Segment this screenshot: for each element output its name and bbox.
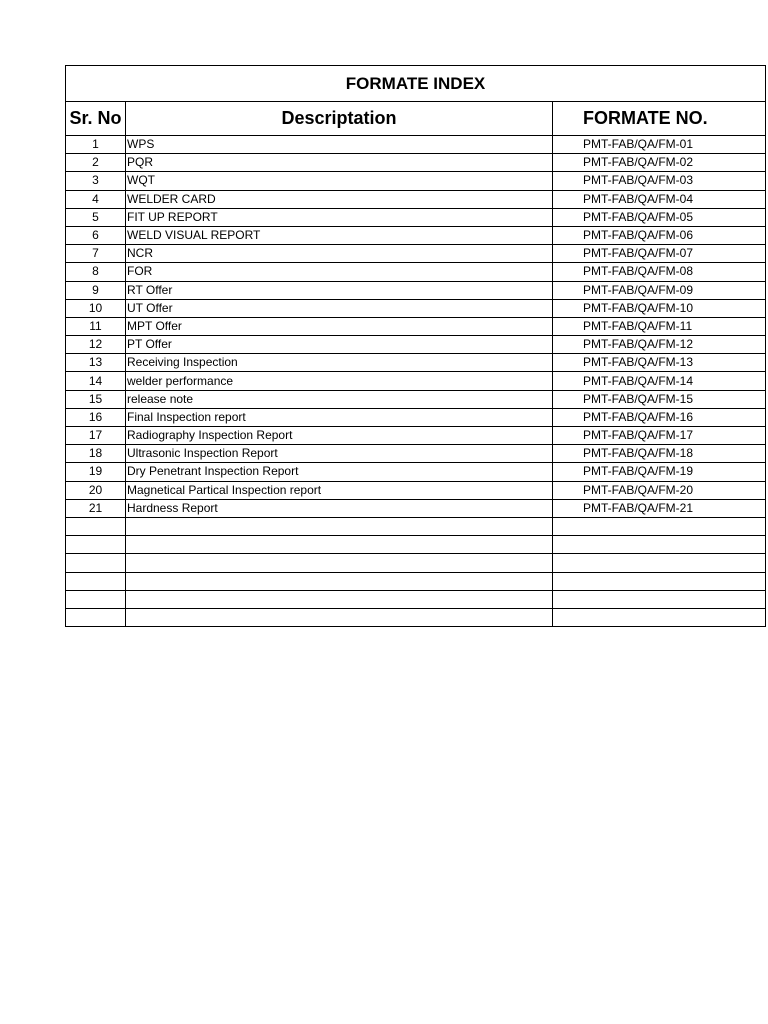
- formate-cell: PMT-FAB/QA/FM-02: [553, 154, 766, 172]
- formate-cell: PMT-FAB/QA/FM-01: [553, 136, 766, 154]
- sr-cell: 18: [66, 445, 126, 463]
- sr-cell: [66, 554, 126, 572]
- table-row: [66, 263, 766, 281]
- desc-cell: MPT Offer: [126, 317, 553, 335]
- formate-cell: [553, 590, 766, 608]
- table-row: [66, 499, 766, 517]
- table-row: [66, 208, 766, 226]
- table-row: [66, 317, 766, 335]
- desc-cell: PQR: [126, 154, 553, 172]
- desc-cell: UT Offer: [126, 299, 553, 317]
- formate-cell: PMT-FAB/QA/FM-10: [553, 299, 766, 317]
- table-row: [66, 281, 766, 299]
- header-sr-no: Sr. No: [66, 102, 126, 136]
- desc-cell: [126, 517, 553, 535]
- sr-cell: 19: [66, 463, 126, 481]
- formate-cell: PMT-FAB/QA/FM-05: [553, 208, 766, 226]
- table-row: [66, 517, 766, 535]
- spreadsheet-page: [65, 65, 708, 627]
- sr-cell: 15: [66, 390, 126, 408]
- sr-cell: 8: [66, 263, 126, 281]
- desc-cell: FIT UP REPORT: [126, 208, 553, 226]
- table-row: [66, 608, 766, 626]
- formate-cell: [553, 608, 766, 626]
- table-row: [66, 590, 766, 608]
- desc-cell: Radiography Inspection Report: [126, 427, 553, 445]
- desc-cell: [126, 590, 553, 608]
- sr-cell: 6: [66, 226, 126, 244]
- desc-cell: Final Inspection report: [126, 408, 553, 426]
- desc-cell: Dry Penetrant Inspection Report: [126, 463, 553, 481]
- table-row: [66, 245, 766, 263]
- table-row: [66, 427, 766, 445]
- sr-cell: [66, 608, 126, 626]
- sr-cell: [66, 536, 126, 554]
- formate-cell: PMT-FAB/QA/FM-18: [553, 445, 766, 463]
- header-formate-no: FORMATE NO.: [553, 102, 766, 136]
- table-row: [66, 336, 766, 354]
- table-row: [66, 354, 766, 372]
- formate-cell: PMT-FAB/QA/FM-04: [553, 190, 766, 208]
- desc-cell: release note: [126, 390, 553, 408]
- desc-cell: Receiving Inspection: [126, 354, 553, 372]
- table-row: [66, 572, 766, 590]
- table-row: [66, 481, 766, 499]
- table-row: [66, 372, 766, 390]
- table-row: [66, 390, 766, 408]
- title-cell: [66, 66, 766, 102]
- sr-cell: 11: [66, 317, 126, 335]
- desc-cell: [126, 536, 553, 554]
- desc-cell: WELD VISUAL REPORT: [126, 226, 553, 244]
- desc-cell: RT Offer: [126, 281, 553, 299]
- formate-cell: PMT-FAB/QA/FM-16: [553, 408, 766, 426]
- formate-cell: PMT-FAB/QA/FM-17: [553, 427, 766, 445]
- sr-cell: 3: [66, 172, 126, 190]
- sr-cell: 5: [66, 208, 126, 226]
- formate-cell: PMT-FAB/QA/FM-13: [553, 354, 766, 372]
- formate-cell: PMT-FAB/QA/FM-19: [553, 463, 766, 481]
- formate-cell: PMT-FAB/QA/FM-11: [553, 317, 766, 335]
- formate-cell: PMT-FAB/QA/FM-03: [553, 172, 766, 190]
- sr-cell: 9: [66, 281, 126, 299]
- table-row: [66, 463, 766, 481]
- table-row: [66, 154, 766, 172]
- table-row: [66, 408, 766, 426]
- formate-cell: PMT-FAB/QA/FM-15: [553, 390, 766, 408]
- desc-cell: PT Offer: [126, 336, 553, 354]
- table-row: [66, 226, 766, 244]
- sr-cell: 13: [66, 354, 126, 372]
- sr-cell: 16: [66, 408, 126, 426]
- desc-cell: Hardness Report: [126, 499, 553, 517]
- desc-cell: WELDER CARD: [126, 190, 553, 208]
- sr-cell: 14: [66, 372, 126, 390]
- sr-cell: 4: [66, 190, 126, 208]
- desc-cell: Ultrasonic Inspection Report: [126, 445, 553, 463]
- formate-cell: PMT-FAB/QA/FM-12: [553, 336, 766, 354]
- title-row: [66, 66, 766, 102]
- sr-cell: [66, 590, 126, 608]
- desc-cell: [126, 554, 553, 572]
- table-row: [66, 445, 766, 463]
- desc-cell: [126, 572, 553, 590]
- formate-cell: PMT-FAB/QA/FM-20: [553, 481, 766, 499]
- table-row: [66, 536, 766, 554]
- formate-cell: PMT-FAB/QA/FM-09: [553, 281, 766, 299]
- sr-cell: 12: [66, 336, 126, 354]
- sr-cell: [66, 572, 126, 590]
- sr-cell: 7: [66, 245, 126, 263]
- formate-cell: PMT-FAB/QA/FM-06: [553, 226, 766, 244]
- sr-cell: 1: [66, 136, 126, 154]
- formate-cell: PMT-FAB/QA/FM-21: [553, 499, 766, 517]
- header-description: Descriptation: [126, 102, 553, 136]
- desc-cell: WQT: [126, 172, 553, 190]
- table-row: [66, 299, 766, 317]
- desc-cell: FOR: [126, 263, 553, 281]
- table-row: [66, 172, 766, 190]
- formate-cell: PMT-FAB/QA/FM-07: [553, 245, 766, 263]
- sr-cell: [66, 517, 126, 535]
- formate-cell: [553, 554, 766, 572]
- formate-cell: [553, 536, 766, 554]
- desc-cell: [126, 608, 553, 626]
- desc-cell: Magnetical Partical Inspection report: [126, 481, 553, 499]
- sr-cell: 20: [66, 481, 126, 499]
- sr-cell: 10: [66, 299, 126, 317]
- desc-cell: welder performance: [126, 372, 553, 390]
- table-row: [66, 190, 766, 208]
- header-row: [66, 102, 766, 136]
- formate-cell: PMT-FAB/QA/FM-08: [553, 263, 766, 281]
- sr-cell: 17: [66, 427, 126, 445]
- formate-index-table: [65, 65, 766, 627]
- formate-cell: [553, 572, 766, 590]
- table-row: [66, 136, 766, 154]
- sr-cell: 2: [66, 154, 126, 172]
- desc-cell: WPS: [126, 136, 553, 154]
- sr-cell: 21: [66, 499, 126, 517]
- formate-cell: PMT-FAB/QA/FM-14: [553, 372, 766, 390]
- desc-cell: NCR: [126, 245, 553, 263]
- table-row: [66, 554, 766, 572]
- table-title: FORMATE INDEX: [345, 73, 486, 93]
- formate-cell: [553, 517, 766, 535]
